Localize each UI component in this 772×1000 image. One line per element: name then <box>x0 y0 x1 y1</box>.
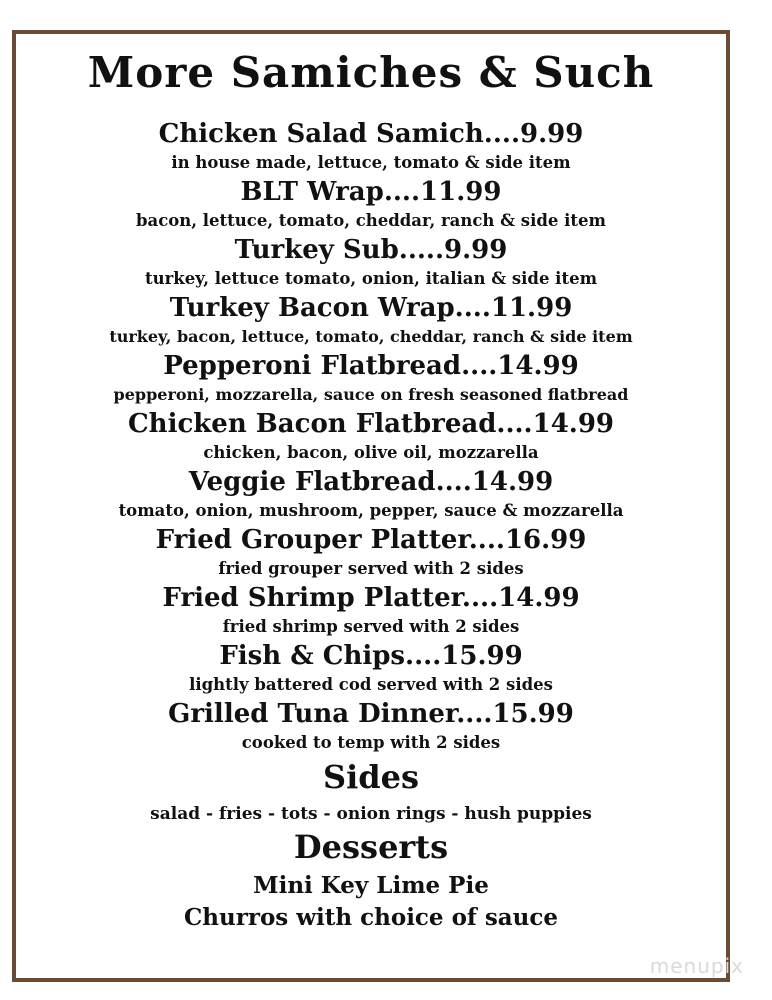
menu-item-description: pepperoni, mozzarella, sauce on fresh seasoned flatbread <box>113 385 629 404</box>
menu-title: More Samiches & Such <box>87 48 655 97</box>
menu-item-name: Chicken Salad Samich....9.99 <box>158 119 584 149</box>
menu-item-description: tomato, onion, mushroom, pepper, sauce & mozzarella <box>118 501 624 520</box>
desserts-heading: Desserts <box>293 828 449 866</box>
menu-item-name: Turkey Sub.....9.99 <box>234 235 508 265</box>
menu-item <box>16 234 726 292</box>
menu-item-name: Pepperoni Flatbread....14.99 <box>163 351 579 381</box>
menu-item-description: lightly battered cod served with 2 sides <box>189 675 553 694</box>
menu-item-name: Fried Grouper Platter....16.99 <box>155 525 587 555</box>
menu-item-name: Veggie Flatbread....14.99 <box>188 467 554 497</box>
watermark-logo: menupix <box>649 954 744 978</box>
sides-list: salad - fries - tots - onion rings - hush puppies <box>150 804 592 824</box>
menu-item-description: turkey, bacon, lettuce, tomato, cheddar, ranch & side item <box>109 327 633 346</box>
menu-item-name: Chicken Bacon Flatbread....14.99 <box>127 409 615 439</box>
menu-item <box>16 350 726 408</box>
menu-page <box>12 30 730 982</box>
menu-item-description: in house made, lettuce, tomato & side item <box>171 153 571 172</box>
menu-item <box>16 292 726 350</box>
menu-item-description: bacon, lettuce, tomato, cheddar, ranch & side item <box>136 211 606 230</box>
menu-item <box>16 524 726 582</box>
menu-item-description: chicken, bacon, olive oil, mozzarella <box>203 443 539 462</box>
dessert-item: Mini Key Lime Pie <box>253 872 489 899</box>
menu-item <box>16 582 726 640</box>
menu-item-name: Fried Shrimp Platter....14.99 <box>162 583 580 613</box>
menu-item-name: Turkey Bacon Wrap....11.99 <box>169 293 573 323</box>
dessert-item: Churros with choice of sauce <box>183 904 559 931</box>
menu-item-name: Grilled Tuna Dinner....15.99 <box>168 699 574 729</box>
menu-item-description: cooked to temp with 2 sides <box>241 733 501 752</box>
menu-item <box>16 408 726 466</box>
menu-item-description: turkey, lettuce tomato, onion, italian & side item <box>144 269 598 288</box>
menu-item <box>16 176 726 234</box>
menu-item <box>16 118 726 176</box>
menu-item <box>16 698 726 756</box>
menu-item <box>16 640 726 698</box>
sides-heading: Sides <box>322 758 419 796</box>
menu-item-name: Fish & Chips....15.99 <box>219 641 523 671</box>
menu-item-name: BLT Wrap....11.99 <box>240 177 502 207</box>
menu-item-description: fried grouper served with 2 sides <box>218 559 524 578</box>
menu-item-description: fried shrimp served with 2 sides <box>222 617 520 636</box>
menu-item-list <box>16 118 726 756</box>
menu-item <box>16 466 726 524</box>
